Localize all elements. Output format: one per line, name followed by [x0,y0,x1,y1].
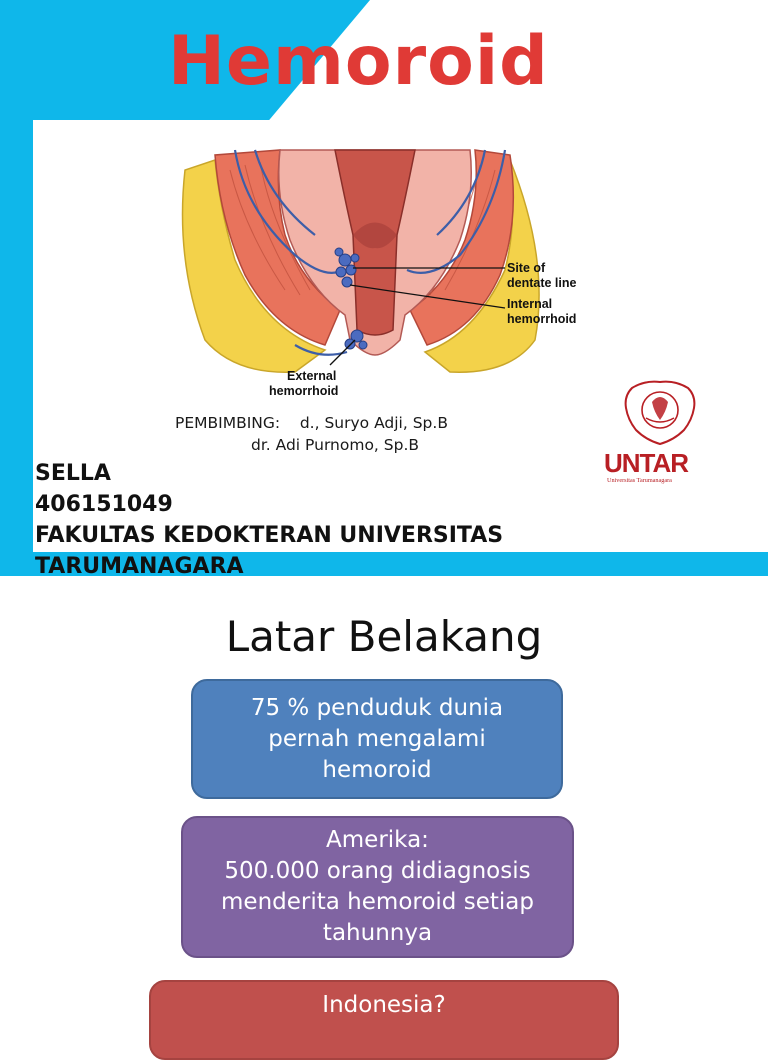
world-prevalence-box [191,679,563,799]
supervisor-name-1: d., Suryo Adji, Sp.B [299,414,448,432]
america-statistic-box [181,816,574,958]
supervisor-name-2: dr. Adi Purnomo, Sp.B [251,436,420,454]
faculty-line-2: TARUMANAGARA [35,554,244,576]
label-external-hemorrhoid: External hemorrhoid [269,369,339,398]
student-id: 406151049 [35,492,173,517]
background-slide [0,576,768,1024]
box2-line: menderita hemoroid setiap [221,889,534,915]
slide2-title: Latar Belakang [225,612,543,661]
box2-line: tahunnya [322,920,433,946]
untar-logo [600,378,720,488]
label-internal-hemorrhoid: Internal hemorrhoid [507,297,577,326]
box1-line: 75 % penduduk dunia [250,694,504,721]
box1-line: pernah mengalami [268,725,486,752]
label-site-of-dentate-line: Site of dentate line [507,261,577,290]
student-block [35,458,503,576]
supervisor-line-1 [175,412,535,434]
box2-line: Amerika: [326,827,429,853]
anatomy-illustration [175,140,595,400]
supervisor-block [175,412,535,456]
indonesia-box [149,980,619,1060]
faculty-line-1: FAKULTAS KEDOKTERAN UNIVERSITAS [35,523,504,548]
box1-line: hemoroid [322,756,432,783]
supervisor-label: PEMBIMBING: [175,414,281,432]
left-accent-band [0,0,33,576]
slide-title: Hemoroid [168,22,549,101]
box3-line: Indonesia? [322,992,446,1018]
untar-logo-text: UNTAR [604,448,689,478]
student-name: SELLA [35,461,111,486]
untar-logo-subtext: Universitas Tarumanagara [607,477,672,484]
box2-line: 500.000 orang didiagnosis [224,858,531,884]
untar-emblem-icon [626,382,695,444]
